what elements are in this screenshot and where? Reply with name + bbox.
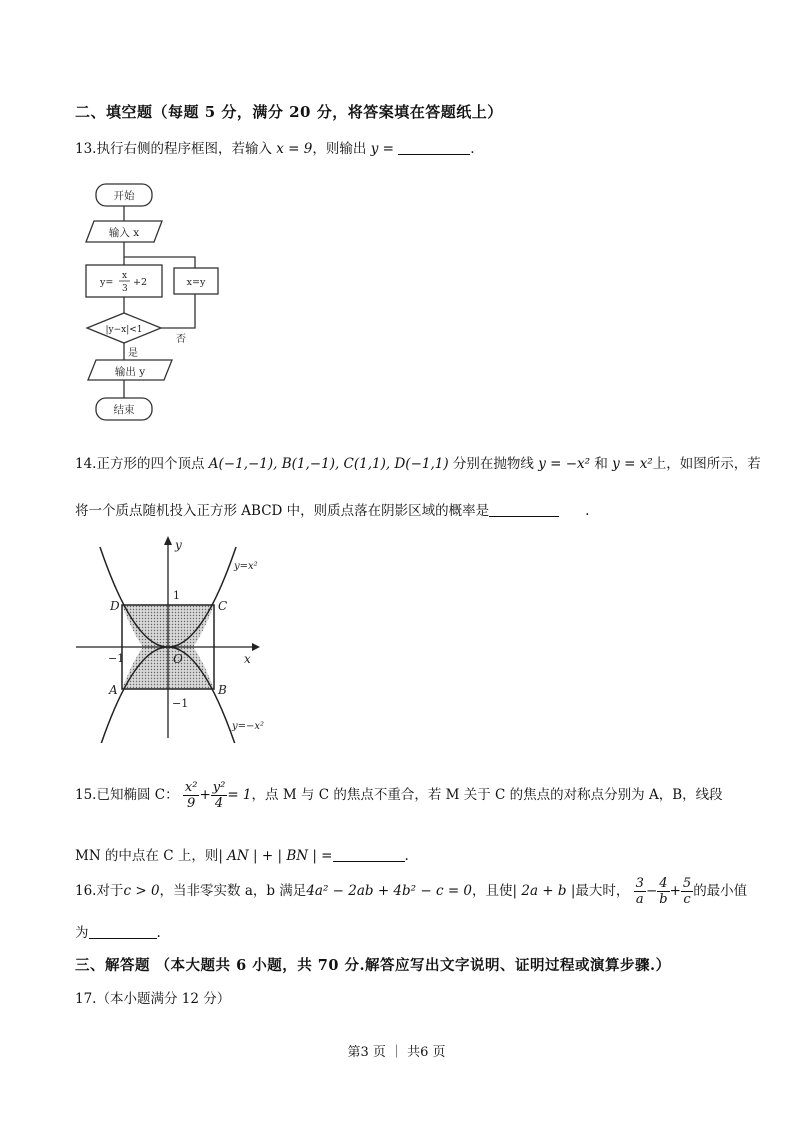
- section-2-heading: 二、填空题（每题 5 分，满分 20 分，将答案填在答题纸上）: [75, 103, 503, 121]
- q13-input: x = 9: [276, 141, 313, 157]
- q16-line-2-text: 为: [75, 925, 89, 941]
- q15-expr: | AN | + | BN | =: [218, 848, 333, 864]
- flowchart-end-label: 结束: [113, 404, 135, 416]
- q14-points: A(−1,−1), B(1,−1), C(1,1), D(−1,1): [208, 456, 449, 472]
- flowchart-output-label: 输出 y: [114, 366, 146, 378]
- q13-number: 13.: [75, 141, 97, 157]
- q16-text-1: 对于: [96, 883, 124, 899]
- question-16-line-2: [75, 921, 161, 941]
- flowchart-assign-y-label-lhs: y=: [100, 277, 114, 288]
- q14-curve-1: y = −x²: [538, 456, 591, 472]
- q16-cond: c > 0: [123, 883, 160, 899]
- section-3-heading: 三、解答题 （本大题共 6 小题，共 70 分.解答应写出文字说明、证明过程或演算步骤.）: [75, 957, 671, 974]
- flowchart-condition-label: |y−x|<1: [105, 325, 143, 335]
- q16-text-3: ，且使: [472, 883, 513, 899]
- q14-number: 14.: [75, 456, 97, 472]
- q16-number: 16.: [75, 883, 97, 899]
- question-13: [75, 137, 475, 157]
- q15-fraction-y: $\frac{\text{y²}}{4}$: [212, 780, 226, 811]
- q16-equation: 4a² − 2ab + 4b² − c = 0: [306, 883, 473, 899]
- q15-end: .: [404, 848, 409, 864]
- q14-text-c: 上，如图所示，若: [652, 456, 761, 472]
- q15-line-2-text: MN 的中点在 C 上，则: [75, 848, 219, 864]
- q15-eq: = 1: [227, 787, 252, 803]
- curve-bottom-label: y=−x²: [232, 721, 265, 732]
- question-15-line-1: [75, 780, 723, 811]
- q15-text-2: ，点 M 与 C 的焦点不重合，若 M 关于 C 的焦点的对称点分别为 A，B，线段: [251, 787, 723, 803]
- point-d-label: D: [110, 599, 120, 613]
- parabola-figure: [72, 533, 272, 743]
- flowchart: [76, 178, 246, 430]
- x-tick-neg-1: −1: [108, 652, 125, 665]
- page-footer: 第3 页 ｜ 共6 页: [347, 1045, 446, 1060]
- curve-top-label: y=x²: [234, 561, 258, 572]
- question-15-line-2: [75, 844, 409, 864]
- x-axis-arrow: [252, 643, 260, 651]
- y-axis-arrow: [164, 536, 172, 545]
- question-14-line-1: [75, 452, 761, 472]
- flowchart-assign-x-label: x=y: [186, 277, 206, 288]
- q16-end: .: [156, 925, 161, 941]
- q14-line-2-text: 将一个质点随机投入正方形 ABCD 中，则质点落在阴影区域的概率是: [75, 503, 490, 519]
- q16-text-2: ，当非零实数 a，b 满足: [159, 883, 307, 899]
- q14-answer-blank[interactable]: [489, 502, 559, 517]
- y-tick-neg-1: −1: [172, 697, 189, 710]
- question-16-line-1: [75, 876, 747, 907]
- q16-fraction-a: $\frac{3}{a}$: [635, 876, 644, 907]
- point-a-label: A: [109, 683, 118, 697]
- origin-label: O: [173, 652, 183, 666]
- q16-fraction-b: $\frac{4}{b}$: [659, 876, 668, 907]
- q13-answer-blank[interactable]: [398, 140, 470, 155]
- point-b-label: B: [218, 683, 227, 697]
- question-17: 17.（本小题满分 12 分）: [75, 991, 231, 1007]
- y-tick-1: 1: [173, 589, 180, 602]
- q16-text-4: 最大时，: [575, 883, 630, 899]
- q15-fraction-x: $\frac{\text{x²}}{9}$: [184, 780, 198, 811]
- q15-text-1: 已知椭圆 C：: [96, 787, 179, 803]
- q14-end: .: [585, 503, 590, 519]
- flowchart-yes-label: 是: [128, 348, 138, 359]
- q13-end: .: [470, 141, 475, 157]
- q14-text: 正方形的四个顶点: [96, 456, 205, 472]
- point-c-label: C: [218, 599, 228, 613]
- q15-answer-blank[interactable]: [333, 847, 405, 862]
- flowchart-start-label: 开始: [113, 190, 135, 202]
- x-axis-label: x: [244, 652, 251, 666]
- q16-fraction-c: $\frac{5}{c}$: [682, 876, 692, 907]
- flowchart-input-label: 输入 x: [108, 227, 140, 239]
- question-14-line-2: [75, 499, 589, 519]
- q16-minus: −: [645, 883, 658, 899]
- q16-answer-blank[interactable]: [89, 924, 157, 939]
- flowchart-frac-num: x: [122, 271, 128, 281]
- flowchart-frac-tail: +2: [133, 277, 148, 288]
- q16-plus: +: [669, 883, 681, 899]
- q16-text-5: 的最小值: [693, 883, 748, 899]
- q14-curve-2: y = x²: [612, 456, 653, 472]
- q15-plus: +: [199, 787, 211, 803]
- q16-abs: | 2a + b |: [512, 883, 576, 899]
- q15-number: 15.: [75, 787, 97, 803]
- q13-text: 执行右侧的程序框图，若输入: [96, 141, 272, 157]
- flowchart-frac-den: 3: [122, 284, 128, 294]
- q13-output: y =: [370, 141, 394, 157]
- y-axis-label: y: [175, 538, 182, 552]
- q14-and: 和: [594, 456, 608, 472]
- q13-mid: ，则输出: [312, 141, 367, 157]
- q14-text-b: 分别在抛物线: [452, 456, 534, 472]
- flowchart-no-label: 否: [176, 334, 186, 345]
